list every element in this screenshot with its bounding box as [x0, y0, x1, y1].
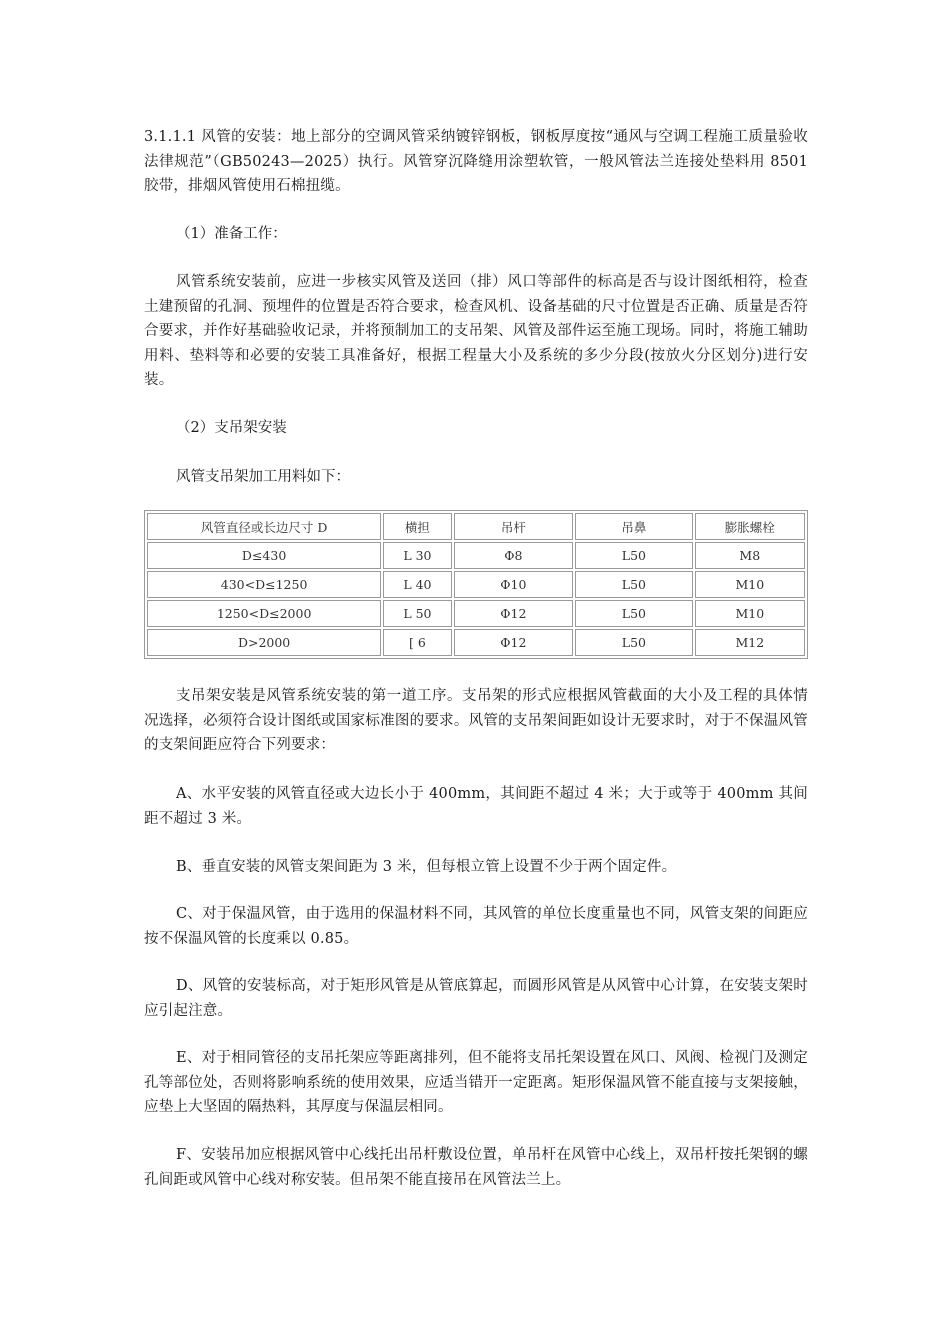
requirement-item-f: F、安装吊加应根据风管中心线托出吊杆敷设位置，单吊杆在风管中心线上，双吊杆按托架钢的螺孔间距或风管中心线对称安装。但吊架不能直接吊在风管法兰上。	[144, 1147, 808, 1188]
table-row	[147, 542, 805, 569]
requirement-item-b: B、垂直安装的风管支架间距为 3 米，但每根立管上设置不少于两个固定件。	[176, 859, 677, 875]
requirement-item-d: D、风管的安装标高，对于矩形风管是从管底算起，而圆形风管是从风管中心计算，在安装支架时应引起注意。	[144, 978, 808, 1019]
requirement-item-c: C、对于保温风管，由于选用的保温材料不同，其风管的单位长度重量也不同，风管支架的间距应按不保温风管的长度乘以 0.85。	[144, 906, 808, 947]
header-cell: 吊杆	[454, 513, 574, 540]
table-cell: L50	[575, 542, 693, 569]
table-cell: D>2000	[147, 629, 381, 656]
table-cell: 1250<D≤2000	[147, 600, 381, 627]
prep-heading: （1）准备工作：	[176, 226, 287, 242]
header-cell: 吊鼻	[575, 513, 693, 540]
table-caption: 风管支吊架加工用料如下：	[176, 469, 350, 485]
table-cell: 430<D≤1250	[147, 571, 381, 598]
table-cell: M10	[695, 600, 805, 627]
table-cell: L50	[575, 571, 693, 598]
support-material-table	[144, 510, 808, 659]
table-cell: L 50	[383, 600, 451, 627]
table-cell: M10	[695, 571, 805, 598]
table-cell: Φ12	[454, 600, 574, 627]
support-heading: （2）支吊架安装	[176, 420, 287, 436]
table-cell: Φ12	[454, 629, 574, 656]
support-paragraph: 支吊架安装是风管系统安装的第一道工序。支吊架的形式应根据风管截面的大小及工程的具体情况选择，必须符合设计图纸或国家标准图的要求。风管的支吊架间距如设计无要求时，对于不保温风管的支架间距应符合下列要求：	[144, 688, 808, 753]
prep-paragraph: 风管系统安装前，应进一步核实风管及送回（排）风口等部件的标高是否与设计图纸相符，检查土建预留的孔洞、预埋件的位置是否符合要求，检查风机、设备基础的尺寸位置是否正确、质量是否符合要求，并作好基础验收记录，并将预制加工的支吊架、风管及部件运至施工现场。同时，将施工辅助用料、垫料等和必要的安装工具准备好，根据工程量大小及系统的多少分段(按放火分区划分)进行安装。	[144, 274, 808, 388]
header-cell: 横担	[383, 513, 451, 540]
table-cell: [ 6	[383, 629, 451, 656]
table-cell: D≤430	[147, 542, 381, 569]
table-cell: Φ8	[454, 542, 574, 569]
requirement-item-e: E、对于相同管径的支吊托架应等距离排列，但不能将支吊托架设置在风口、风阀、检视门及测定孔等部位处，否则将影响系统的使用效果，应适当错开一定距离。矩形保温风管不能直接与支架接触，应垫上大坚固的隔热料，其厚度与保温层相同。	[144, 1050, 808, 1115]
table-header-row	[147, 513, 805, 540]
header-cell: 膨胀螺栓	[695, 513, 805, 540]
header-cell: 风管直径或长边尺寸 D	[147, 513, 381, 540]
table-cell: L50	[575, 629, 693, 656]
table-cell: M8	[695, 542, 805, 569]
table-row	[147, 571, 805, 598]
requirement-item-a: A、水平安装的风管直径或大边长小于 400mm，其间距不超过 4 米；大于或等于 400mm 其间距不超过 3 米。	[144, 786, 808, 827]
table-cell: Φ10	[454, 571, 574, 598]
table-cell: L50	[575, 600, 693, 627]
table-cell: M12	[695, 629, 805, 656]
table-cell: L 30	[383, 542, 451, 569]
table-row	[147, 629, 805, 656]
intro-paragraph: 3.1.1.1 风管的安装：地上部分的空调风管采纳镀锌钢板，钢板厚度按“通风与空调工程施工质量验收法律规范”（GB50243—2025）执行。风管穿沉降缝用涂塑软管，一般风管法兰连接处垫料用 8501 胶带，排烟风管使用石棉扭缆。	[144, 129, 808, 194]
table-cell: L 40	[383, 571, 451, 598]
table-row	[147, 600, 805, 627]
